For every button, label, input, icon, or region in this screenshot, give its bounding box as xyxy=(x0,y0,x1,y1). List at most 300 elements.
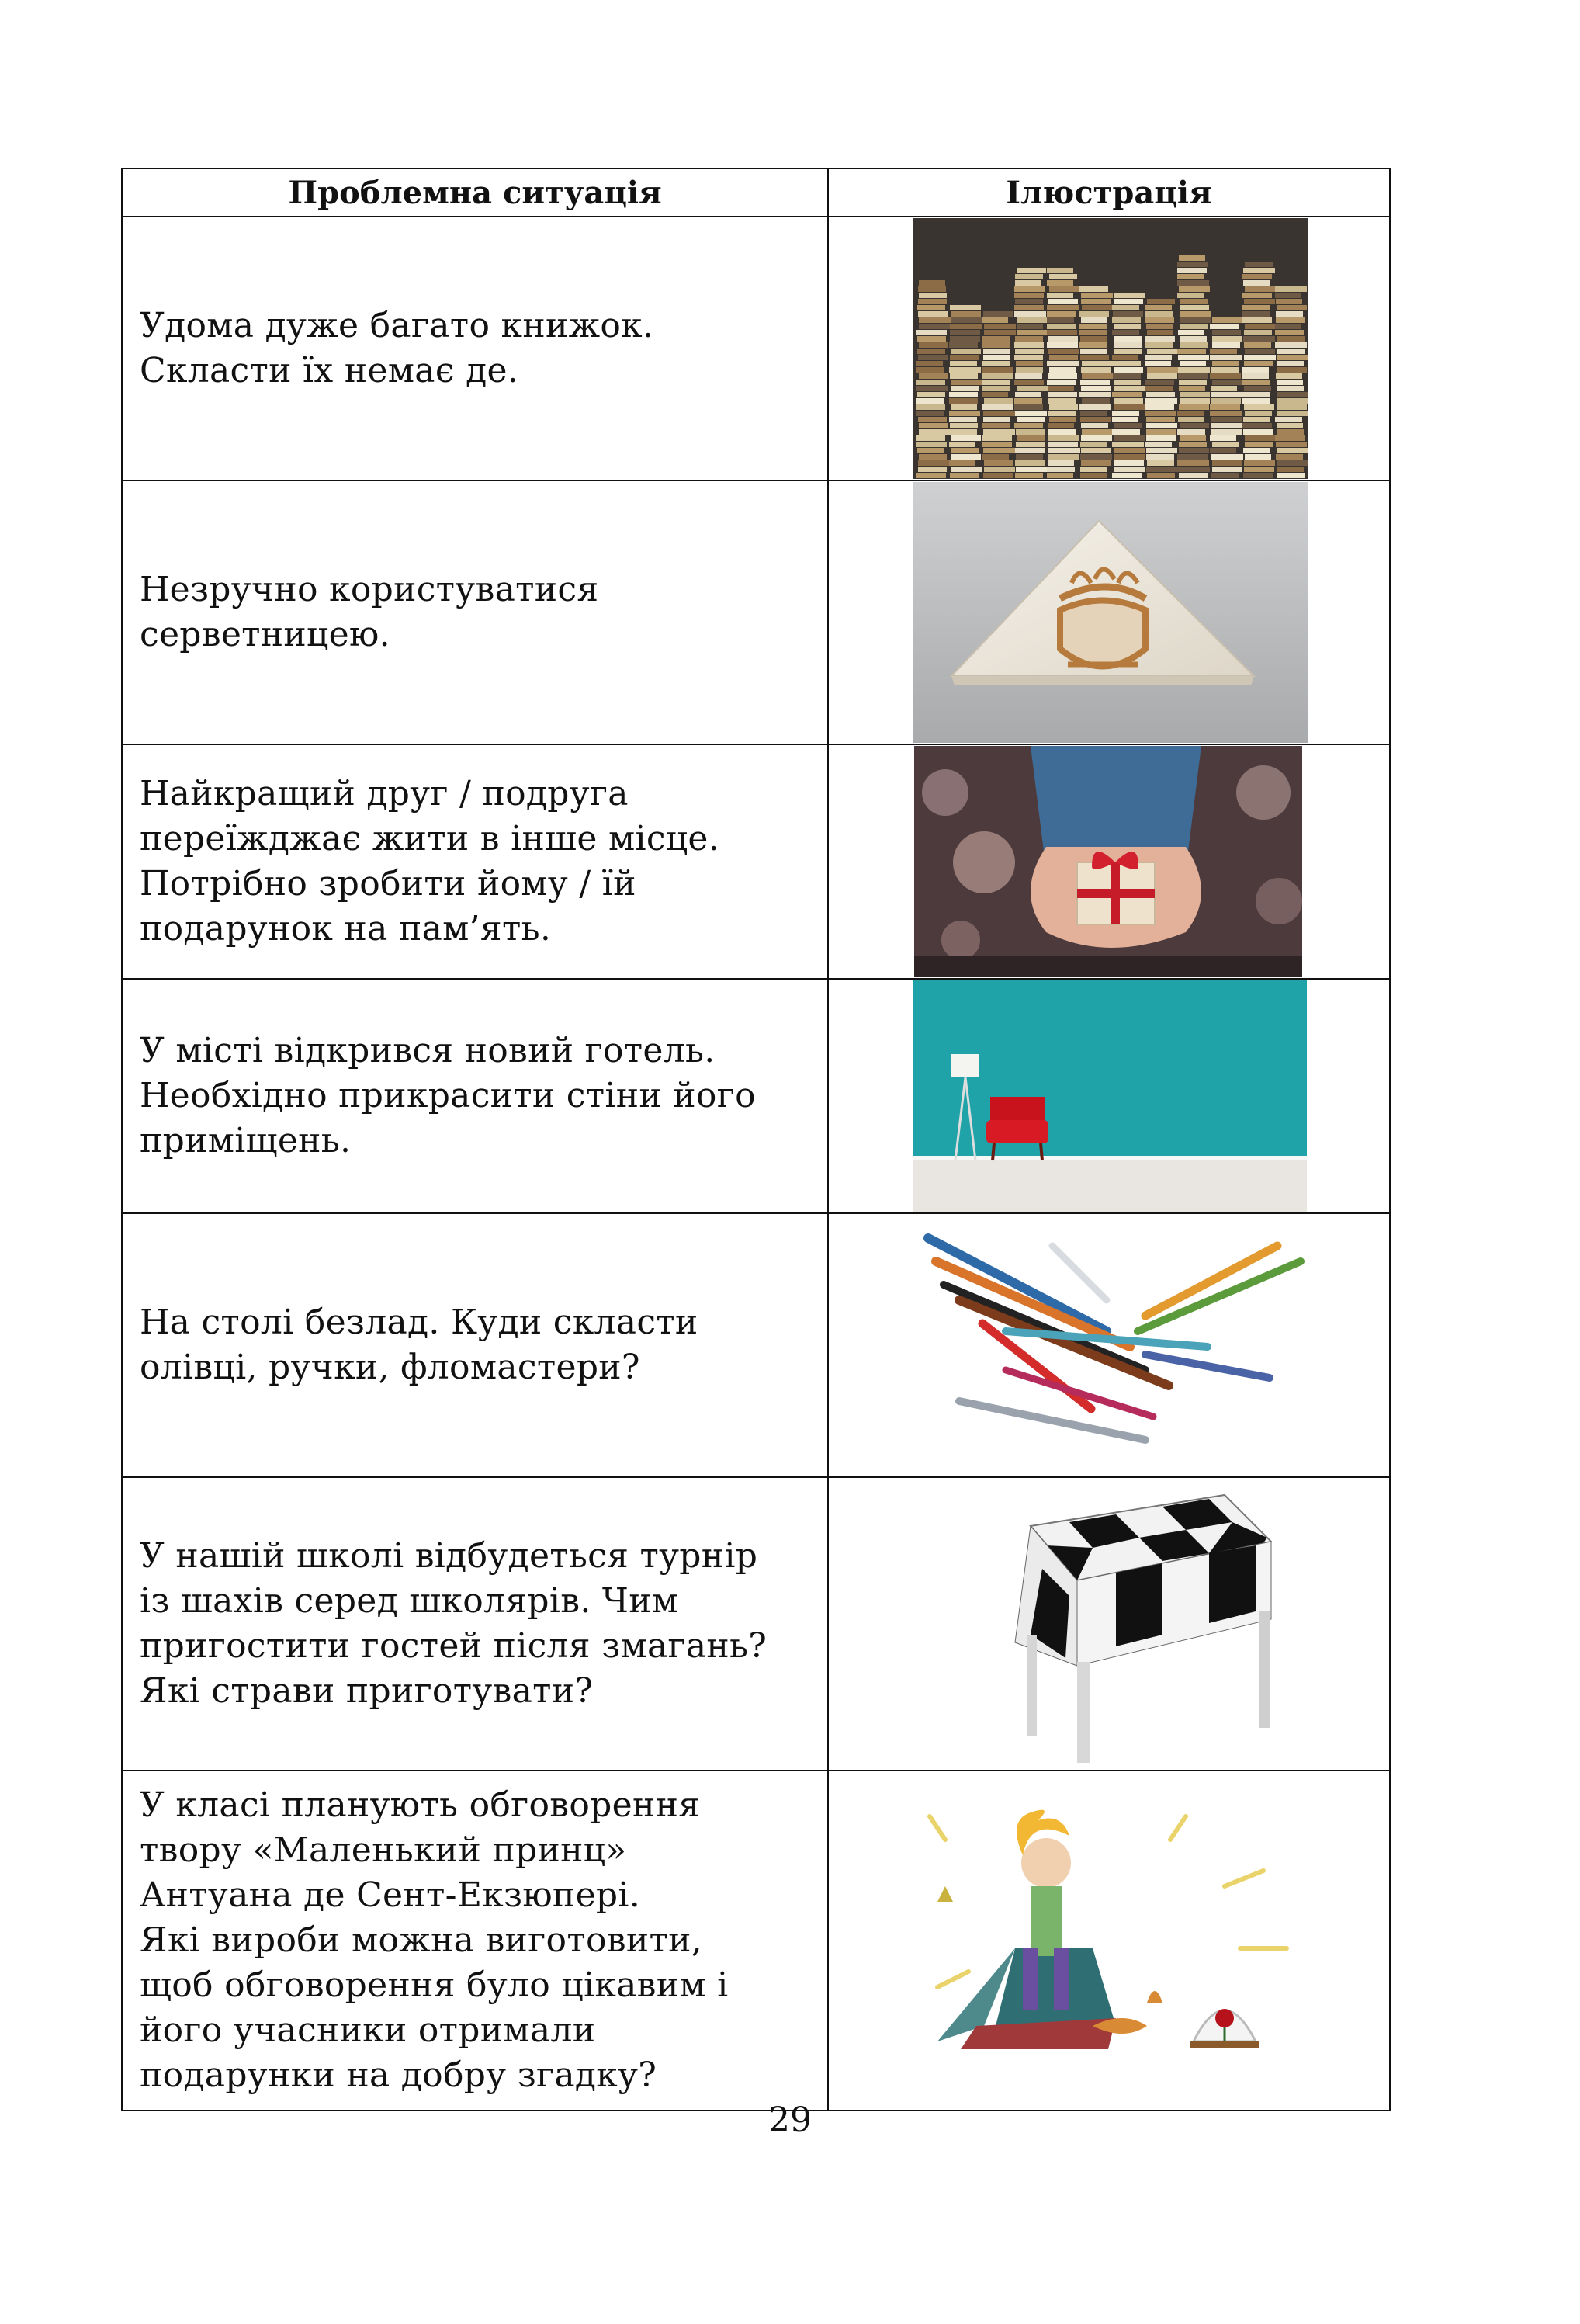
book-spine xyxy=(1047,473,1073,478)
book-spine xyxy=(916,435,945,441)
book-spine xyxy=(950,429,977,435)
book-spine xyxy=(1015,473,1043,478)
book-spine xyxy=(1212,442,1239,447)
table-row xyxy=(122,1477,1390,1771)
book-spine xyxy=(983,473,1013,478)
book-spine xyxy=(1276,299,1302,304)
book-spine xyxy=(1243,417,1270,422)
book-spine xyxy=(1275,342,1307,348)
book-spine xyxy=(1079,342,1107,348)
book-spine xyxy=(1276,442,1307,447)
book-spine xyxy=(1145,342,1173,348)
book-spine xyxy=(1017,317,1048,323)
book-spine xyxy=(1177,429,1205,435)
book-spine xyxy=(1276,317,1305,323)
book-spine xyxy=(1242,293,1272,298)
book-spine xyxy=(1244,361,1273,366)
book-spine xyxy=(950,473,979,478)
book-spine xyxy=(1180,311,1211,317)
book-spine xyxy=(1082,398,1110,404)
book-spine xyxy=(1244,467,1274,472)
book-spine xyxy=(1179,386,1205,391)
book-spine xyxy=(1112,305,1139,310)
book-spine xyxy=(1145,398,1177,404)
book-spine xyxy=(949,367,981,373)
book-spine xyxy=(1245,411,1272,416)
book-spine xyxy=(1080,355,1109,360)
book-spine xyxy=(1145,442,1172,447)
book-spine xyxy=(1114,460,1144,466)
book-spine xyxy=(1180,423,1209,428)
book-spine xyxy=(1245,435,1277,441)
book-spine xyxy=(1179,404,1209,410)
book-spine xyxy=(1049,355,1078,360)
book-spine xyxy=(1178,367,1210,373)
book-spine xyxy=(919,293,947,298)
book-spine xyxy=(1082,305,1113,310)
book-spine xyxy=(1114,448,1145,453)
book-spine xyxy=(1180,305,1209,310)
napkin-holder-icon xyxy=(913,482,1308,743)
book-spine xyxy=(1211,429,1242,435)
book-spine xyxy=(1145,411,1176,416)
book-stacks-icon xyxy=(913,218,1308,479)
book-spine xyxy=(1080,417,1111,422)
book-spine xyxy=(1114,398,1143,404)
book-spine xyxy=(950,305,981,310)
book-spine xyxy=(1017,330,1048,335)
book-spine xyxy=(1145,404,1174,410)
book-spine xyxy=(1113,361,1141,366)
book-spine xyxy=(1146,429,1176,435)
book-spine xyxy=(1081,448,1111,453)
book-spine xyxy=(1179,442,1207,447)
book-spine xyxy=(1015,392,1041,397)
book-spine xyxy=(1277,429,1304,435)
book-spine xyxy=(1275,286,1307,292)
book-spine xyxy=(1016,429,1045,435)
book-spine xyxy=(1112,330,1139,335)
book-spine xyxy=(1242,398,1270,404)
book-spine xyxy=(1080,473,1107,478)
book-spine xyxy=(982,380,1010,385)
book-spine xyxy=(951,311,981,317)
book-spine xyxy=(919,342,948,348)
book-spine xyxy=(984,324,1016,329)
book-spine xyxy=(1112,473,1142,478)
book-spine xyxy=(1146,448,1177,453)
book-spine xyxy=(1081,460,1111,466)
book-spine xyxy=(950,423,978,428)
book-spine xyxy=(1146,454,1174,460)
book-spine xyxy=(1114,386,1145,391)
book-spine xyxy=(984,398,1013,404)
book-spine xyxy=(1242,311,1270,317)
book-spine xyxy=(1210,411,1242,416)
book-spine xyxy=(1048,429,1076,435)
book-spine xyxy=(951,386,979,391)
book-spine xyxy=(1245,262,1273,267)
book-spine xyxy=(951,435,981,441)
illustration-cell xyxy=(828,1213,1390,1477)
book-spine xyxy=(919,280,945,286)
book-spine xyxy=(1047,330,1077,335)
book-spine xyxy=(1113,311,1143,317)
book-spine xyxy=(1242,423,1272,428)
book-spine xyxy=(1211,417,1242,422)
page-number: 29 xyxy=(768,2100,812,2140)
book-spine xyxy=(1047,467,1075,472)
book-spine xyxy=(982,423,1010,428)
illustration-cell xyxy=(828,217,1390,480)
book-spine xyxy=(1114,454,1145,460)
book-spine xyxy=(1112,442,1144,447)
book-spine xyxy=(916,330,947,335)
book-spine xyxy=(919,324,950,329)
book-spine xyxy=(1080,411,1107,416)
book-spine xyxy=(1014,355,1043,360)
book-spine xyxy=(1081,423,1108,428)
situations-table xyxy=(121,168,1391,2111)
book-spine xyxy=(1047,317,1074,323)
book-spine xyxy=(1114,299,1143,304)
book-spine xyxy=(1211,386,1237,391)
situation-text: У місті відкрився новий готель. Необхідно прикрасити стіни його приміщень. xyxy=(122,979,828,1213)
book-spine xyxy=(1079,311,1109,317)
book-spine xyxy=(1243,280,1270,286)
book-spine xyxy=(1080,336,1107,342)
book-spine xyxy=(1177,293,1204,298)
book-spine xyxy=(1080,454,1112,460)
book-spine xyxy=(1114,404,1145,410)
book-spine xyxy=(1146,435,1176,441)
book-spine xyxy=(1177,349,1206,354)
table-row xyxy=(122,1771,1390,2111)
book-spine xyxy=(1277,305,1307,310)
book-spine xyxy=(1180,361,1206,366)
book-spine xyxy=(1047,311,1076,317)
book-spine xyxy=(1114,380,1141,385)
book-spine xyxy=(1081,317,1107,323)
book-spine xyxy=(1080,467,1107,472)
book-spine xyxy=(1179,286,1210,292)
book-spine xyxy=(1276,311,1303,317)
book-spine xyxy=(1015,299,1043,304)
book-spine xyxy=(1048,442,1078,447)
book-spine xyxy=(1275,293,1301,298)
book-spine xyxy=(984,330,1016,335)
book-spine xyxy=(916,473,946,478)
book-spine xyxy=(1114,293,1145,298)
book-spine xyxy=(1112,417,1138,422)
book-spine xyxy=(1275,435,1305,441)
book-spine xyxy=(982,442,1012,447)
book-spine xyxy=(917,305,945,310)
book-spine xyxy=(1112,411,1139,416)
book-spine xyxy=(1277,473,1305,478)
book-spine xyxy=(951,380,982,385)
book-spine xyxy=(1242,392,1270,397)
book-spine xyxy=(1244,299,1275,304)
book-spine xyxy=(1015,411,1047,416)
book-spine xyxy=(949,398,978,404)
book-spine xyxy=(1212,336,1242,342)
book-spine xyxy=(1244,404,1274,410)
book-spine xyxy=(1177,460,1209,466)
book-spine xyxy=(1211,367,1239,373)
book-spine xyxy=(949,392,978,397)
book-spine xyxy=(949,342,978,348)
book-spine xyxy=(1014,342,1044,348)
book-spine xyxy=(1048,435,1079,441)
book-spine xyxy=(1015,349,1044,354)
book-spine xyxy=(1244,460,1275,466)
little-prince-icon xyxy=(914,1793,1302,2088)
book-spine xyxy=(1147,373,1177,379)
book-spine xyxy=(1079,286,1108,292)
book-spine xyxy=(1180,299,1208,304)
book-spine xyxy=(1211,392,1242,397)
book-spine xyxy=(916,361,943,366)
book-spine xyxy=(1145,317,1174,323)
illustration-cell xyxy=(828,979,1390,1213)
book-spine xyxy=(1178,417,1204,422)
book-spine xyxy=(1242,305,1270,310)
table-row xyxy=(122,744,1390,979)
book-spine xyxy=(1082,373,1113,379)
book-spine xyxy=(1211,473,1239,478)
book-spine xyxy=(950,324,982,329)
book-spine xyxy=(1178,330,1204,335)
book-spine xyxy=(1049,286,1079,292)
book-spine xyxy=(982,454,1009,460)
book-spine xyxy=(918,460,950,466)
book-spine xyxy=(949,460,975,466)
situation-text: У класі планують обговорення твору «Маленький принц» Антуана де Сент-Екзюпері. Які вироби можна виготовити, щоб обговорення було цікавим і його учасники отримали подарунки на добру згадку? xyxy=(122,1771,828,2111)
book-spine xyxy=(1242,274,1272,279)
book-spine xyxy=(1146,324,1173,329)
book-spine xyxy=(983,429,1015,435)
table-row xyxy=(122,480,1390,744)
book-spine xyxy=(1081,367,1111,373)
book-spine xyxy=(1114,349,1142,354)
book-spine xyxy=(1048,398,1076,404)
book-spine xyxy=(1114,342,1142,348)
book-spine xyxy=(918,467,947,472)
book-spine xyxy=(1242,373,1269,379)
book-spine xyxy=(919,373,948,379)
book-spine xyxy=(951,317,982,323)
book-spine xyxy=(918,299,947,304)
book-spine xyxy=(983,417,1010,422)
book-spine xyxy=(1146,467,1178,472)
book-spine xyxy=(1015,448,1045,453)
book-spine xyxy=(1014,380,1044,385)
book-spine xyxy=(1178,355,1209,360)
book-spine xyxy=(1145,386,1173,391)
situation-text: Удома дуже багато книжок. Скласти їх немає де. xyxy=(122,217,828,480)
book-spine xyxy=(916,386,948,391)
book-spine xyxy=(1245,286,1276,292)
book-spine xyxy=(1014,404,1043,410)
book-spine xyxy=(918,311,948,317)
book-spine xyxy=(951,349,981,354)
book-spine xyxy=(918,417,947,422)
book-spine xyxy=(1145,305,1172,310)
illustration-cell xyxy=(828,480,1390,744)
book-spine xyxy=(1113,373,1141,379)
book-spine xyxy=(1082,429,1114,435)
book-spine xyxy=(1212,342,1240,348)
book-spine xyxy=(1114,367,1143,373)
book-spine xyxy=(1177,280,1209,286)
book-spine xyxy=(1016,467,1048,472)
book-spine xyxy=(1017,435,1045,441)
book-spine xyxy=(1277,361,1304,366)
book-spine xyxy=(1079,404,1111,410)
situation-text: На столі безлад. Куди скласти олівці, ручки, фломастери? xyxy=(122,1213,828,1477)
book-spine xyxy=(1145,311,1173,317)
book-spine xyxy=(1147,473,1175,478)
book-spine xyxy=(1147,349,1179,354)
book-spine xyxy=(916,411,944,416)
book-spine xyxy=(1211,423,1243,428)
book-spine xyxy=(1016,361,1043,366)
book-spine xyxy=(916,404,945,410)
illustration-cell xyxy=(828,744,1390,979)
book-spine xyxy=(1047,268,1073,273)
book-spine xyxy=(1048,373,1077,379)
book-spine xyxy=(1047,305,1079,310)
book-spine xyxy=(1081,386,1111,391)
book-spine xyxy=(1212,380,1242,385)
book-spine xyxy=(1016,454,1043,460)
book-spine xyxy=(951,448,979,453)
book-spine xyxy=(1112,355,1138,360)
chess-tablecloth-icon xyxy=(968,1479,1279,1768)
book-spine xyxy=(1048,454,1079,460)
book-spine xyxy=(950,361,977,366)
book-spine xyxy=(983,448,1015,453)
book-spine xyxy=(916,398,944,404)
book-spine xyxy=(1277,423,1303,428)
book-spine xyxy=(1146,423,1177,428)
book-spine xyxy=(1014,286,1045,292)
book-spine xyxy=(917,448,944,453)
book-spine xyxy=(1080,349,1107,354)
book-spine xyxy=(1114,324,1141,329)
book-spine xyxy=(1242,380,1270,385)
book-spine xyxy=(1048,336,1078,342)
book-spine xyxy=(1112,392,1142,397)
book-spine xyxy=(1082,361,1113,366)
book-spine xyxy=(1014,398,1042,404)
book-spine xyxy=(918,286,946,292)
book-spine xyxy=(1047,380,1076,385)
book-spine xyxy=(1244,342,1271,348)
situation-text: Незручно користуватися серветницею. xyxy=(122,480,828,744)
book-spine xyxy=(950,330,980,335)
book-spine xyxy=(1211,454,1243,460)
book-spine xyxy=(949,417,977,422)
book-spine xyxy=(916,442,947,447)
book-spine xyxy=(1048,392,1077,397)
book-spine xyxy=(919,317,951,323)
book-spine xyxy=(1244,355,1276,360)
book-spine xyxy=(1048,349,1079,354)
book-spine xyxy=(1242,317,1272,323)
book-spine xyxy=(982,317,1008,323)
book-spine xyxy=(1180,342,1208,348)
book-spine xyxy=(1243,268,1275,273)
book-spine xyxy=(1277,398,1308,404)
book-spine xyxy=(1212,317,1244,323)
book-spine xyxy=(1177,268,1207,273)
book-spine xyxy=(1277,411,1308,416)
book-spine xyxy=(1014,293,1044,298)
book-spine xyxy=(1277,386,1304,391)
book-spine xyxy=(951,454,981,460)
book-spine xyxy=(1016,442,1045,447)
book-spine xyxy=(1048,386,1074,391)
table-row xyxy=(122,217,1390,480)
book-spine xyxy=(1081,435,1112,441)
book-spine xyxy=(982,361,1010,366)
book-spine xyxy=(1146,392,1175,397)
book-spine xyxy=(1210,355,1242,360)
book-spine xyxy=(917,336,946,342)
book-spine xyxy=(983,311,1013,317)
book-spine xyxy=(1145,380,1174,385)
book-spine xyxy=(1017,324,1043,329)
book-spine xyxy=(1177,274,1204,279)
book-spine xyxy=(1079,392,1111,397)
book-spine xyxy=(1080,442,1107,447)
book-spine xyxy=(1114,467,1145,472)
book-spine xyxy=(983,355,1010,360)
book-spine xyxy=(1243,473,1273,478)
book-spine xyxy=(984,467,1015,472)
book-spine xyxy=(950,336,980,342)
book-spine xyxy=(1277,349,1305,354)
book-spine xyxy=(1180,435,1206,441)
book-spine xyxy=(1275,324,1301,329)
book-spine xyxy=(1081,293,1113,298)
book-spine xyxy=(1179,448,1209,453)
book-spine xyxy=(1210,404,1240,410)
book-spine xyxy=(1178,373,1208,379)
book-spine xyxy=(1245,349,1275,354)
header-illustration: Ілюстрація xyxy=(828,168,1390,217)
book-spine xyxy=(1145,361,1171,366)
book-spine xyxy=(1178,467,1210,472)
book-spine xyxy=(1243,429,1273,435)
book-spine xyxy=(1114,423,1142,428)
book-spine xyxy=(982,342,1010,348)
book-spine xyxy=(916,367,944,373)
book-spine xyxy=(919,429,951,435)
book-spine xyxy=(1276,373,1302,379)
book-spine xyxy=(1212,460,1242,466)
book-spine xyxy=(1049,367,1076,373)
book-spine xyxy=(1177,411,1204,416)
book-spine xyxy=(1147,367,1178,373)
book-spine xyxy=(1015,460,1045,466)
book-spine xyxy=(1017,386,1048,391)
book-spine xyxy=(1243,336,1275,342)
book-spine xyxy=(982,435,1012,441)
book-spine xyxy=(984,460,1013,466)
